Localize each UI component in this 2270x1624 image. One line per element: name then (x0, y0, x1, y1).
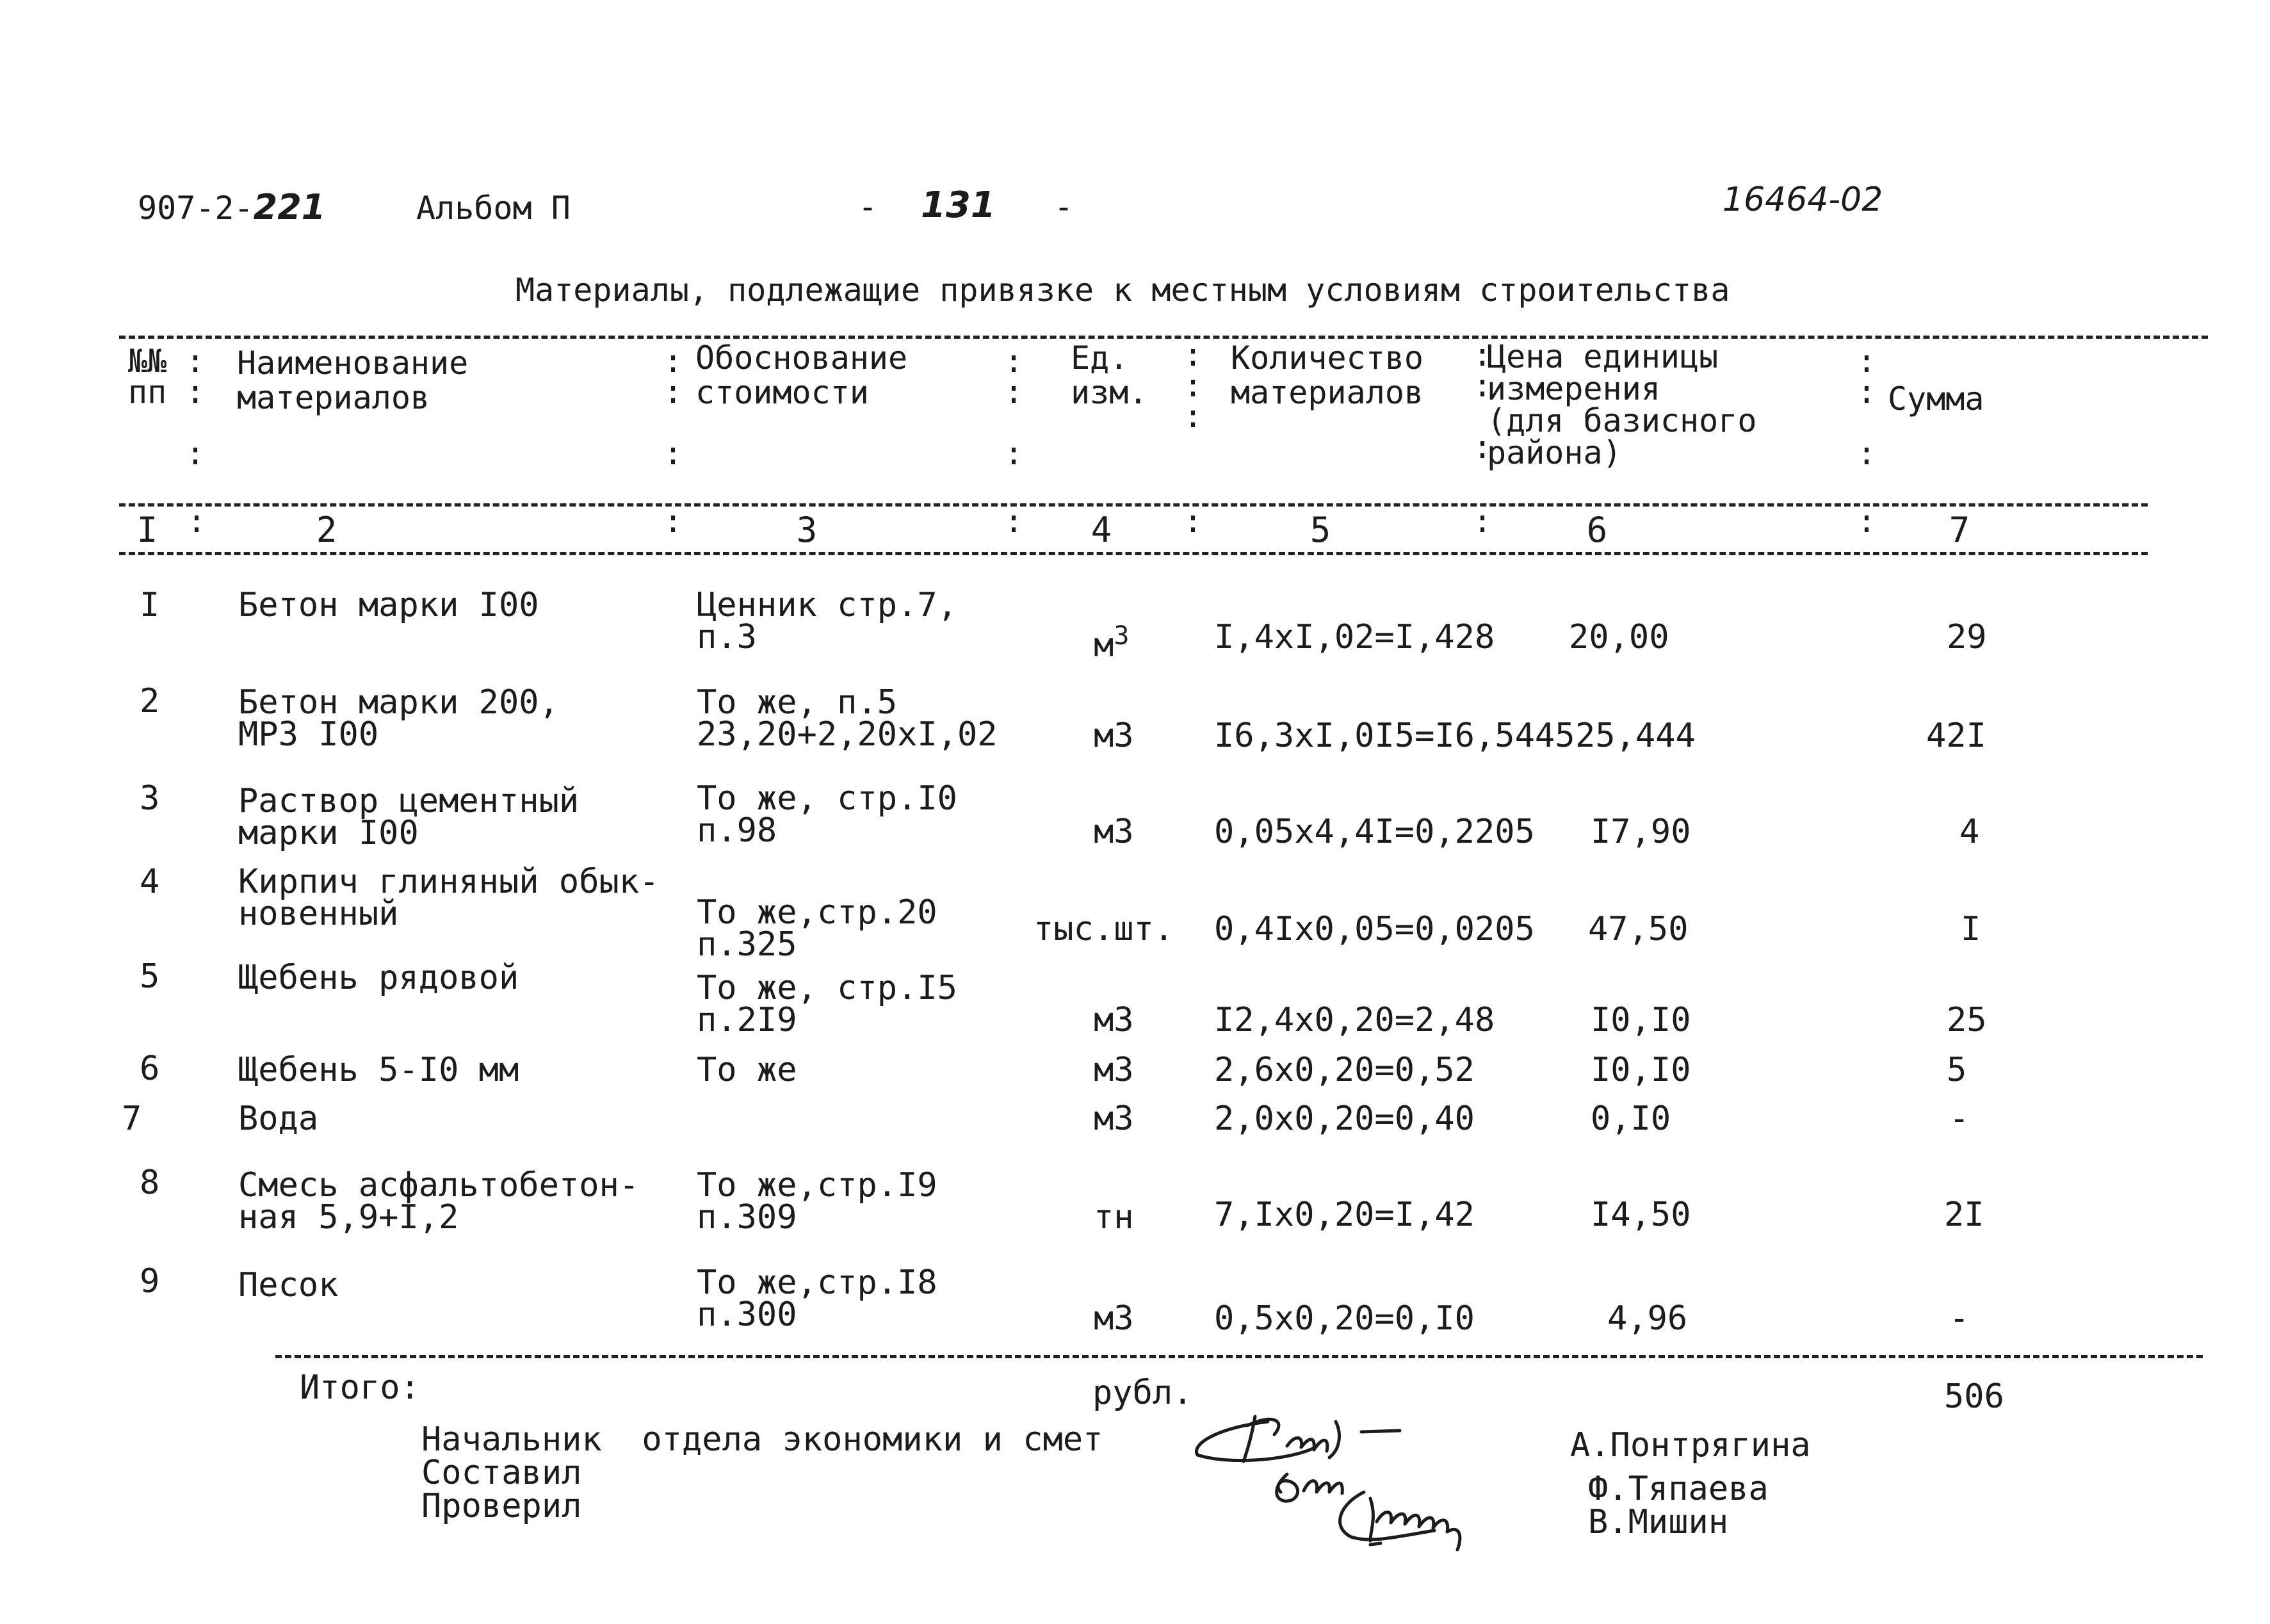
quantity: 7,Ix0,20=I,42 (1214, 1196, 1475, 1234)
unit: м3 (1094, 717, 1134, 755)
material-name: Смесь асфальтобетон- ная 5,9+I,2 (238, 1166, 640, 1237)
row-number: 2 (140, 682, 160, 720)
col-header-name: Наименование материалов (237, 345, 469, 416)
row-sum: 42I (1926, 717, 1986, 755)
doc-code-print: 907-2- (138, 190, 254, 227)
row-number: 5 (140, 957, 160, 996)
cost-basis: То же, стр.I0 п.98 (697, 779, 957, 850)
unit-price: I0,I0 (1591, 1051, 1691, 1089)
row-number: I (140, 586, 160, 624)
column-separator: : (1183, 503, 1203, 540)
column-separator: : (1473, 503, 1493, 540)
total-rule (275, 1355, 2203, 1358)
column-separator: : (663, 503, 683, 540)
page-dash-left: - (858, 188, 878, 225)
total-label: Итого: (300, 1368, 420, 1407)
col-number: 5 (1309, 510, 1331, 550)
column-separator: : (1857, 503, 1877, 540)
row-sum: - (1949, 1299, 1970, 1338)
quantity: 0,05x4,4I=0,2205 (1214, 813, 1535, 851)
unit: м3 (1094, 1051, 1134, 1089)
cost-basis: То же, стр.I5 п.2I9 (697, 969, 957, 1039)
quantity: 2,0x0,20=0,40 (1214, 1100, 1475, 1138)
page-dash-right: - (1054, 188, 1074, 225)
column-separator: : : : (1183, 336, 1203, 435)
page-number: 131 (921, 184, 996, 226)
quantity: 0,5x0,20=0,I0 (1214, 1299, 1475, 1338)
column-numbers-top-rule (119, 503, 2148, 507)
material-name: Песок (238, 1266, 339, 1304)
col-number: 6 (1586, 510, 1608, 550)
material-name: Щебень 5-I0 мм (238, 1051, 519, 1089)
row-sum: 5 (1947, 1051, 1967, 1089)
col-header-basis: Обоснование стоимости (695, 339, 908, 411)
row-sum: 4 (1959, 813, 1980, 851)
inventory-number: 16464-02 (1723, 181, 1883, 219)
material-name: Бетон марки I00 (238, 586, 539, 624)
total-unit: рубл. (1092, 1374, 1193, 1412)
column-separator: : : : (1857, 343, 1877, 472)
cost-basis: Ценник стр.7, п.3 (697, 586, 957, 656)
col-number: I (136, 510, 158, 550)
unit: м3 (1094, 813, 1134, 851)
unit-price: I4,50 (1591, 1196, 1691, 1234)
unit-price: 20,00 (1569, 618, 1669, 656)
material-name: Щебень рядовой (238, 959, 519, 997)
unit: тыс.шт. (1034, 910, 1174, 948)
unit-price: 25,444 (1575, 717, 1696, 755)
col-number: 2 (316, 510, 337, 550)
row-number: 8 (140, 1164, 160, 1202)
row-number: 7 (122, 1100, 142, 1138)
material-name: Кирпич глиняный обык- новенный (238, 863, 660, 933)
unit: $м^3$ (1094, 621, 1130, 665)
row-number: 4 (140, 863, 160, 901)
col-header-number: №№ пп (128, 343, 167, 410)
quantity: I,4xI,02=I,428 (1214, 618, 1495, 656)
cost-basis: То же,стр.I8 п.300 (697, 1263, 937, 1334)
column-separator: : : : (1004, 343, 1024, 472)
material-name: Бетон марки 200, МРЗ I00 (238, 683, 559, 754)
material-name: Раствор цементный марки I00 (238, 782, 580, 852)
row-sum: 25 (1947, 1001, 1987, 1039)
cost-basis: То же (697, 1051, 797, 1089)
unit-price: 47,50 (1588, 910, 1689, 948)
col-number: 7 (1949, 510, 1970, 550)
signatory-name: В.Мишин (1588, 1503, 1729, 1541)
signatory-name: А.Понтрягина (1570, 1426, 1811, 1465)
table-top-rule (119, 336, 2208, 339)
column-separator: : : : (663, 343, 683, 472)
doc-code (138, 187, 325, 227)
unit-price: I0,I0 (1591, 1001, 1691, 1039)
cost-basis: То же, п.5 23,20+2,20xI,02 (697, 683, 998, 754)
cost-basis: То же,стр.20 п.325 (697, 893, 937, 964)
row-sum: 29 (1947, 618, 1987, 656)
signature-roles: Начальник отдела экономики и смет Составил Проверил (421, 1420, 1103, 1525)
unit-price: 0,I0 (1591, 1100, 1671, 1138)
quantity: 2,6x0,20=0,52 (1214, 1051, 1475, 1089)
quantity: 0,4Ix0,05=0,0205 (1214, 910, 1535, 948)
row-number: 9 (140, 1262, 160, 1301)
column-numbers-bottom-rule (119, 552, 2148, 555)
unit: м3 (1094, 1001, 1134, 1039)
table-title: Материалы, подлежащие привязке к местным условиям строительства (515, 272, 1730, 309)
row-sum: 2I (1944, 1196, 1984, 1234)
handwritten-signatures (1178, 1396, 1575, 1563)
row-number: 3 (140, 779, 160, 818)
column-separator: : (1004, 503, 1024, 540)
row-sum: - (1949, 1100, 1970, 1138)
unit: м3 (1094, 1299, 1134, 1338)
quantity: I6,3xI,0I5=I6,5445 (1214, 717, 1575, 755)
unit: тн (1094, 1198, 1134, 1237)
album-label: Альбом П (416, 190, 571, 227)
signatory-name: Ф.Тяпаева (1588, 1470, 1769, 1508)
col-header-sum: Сумма (1888, 380, 1984, 418)
column-separator: : (187, 503, 207, 540)
quantity: I2,4x0,20=2,48 (1214, 1001, 1495, 1039)
unit-price: I7,90 (1591, 813, 1691, 851)
column-separator: : : : (1473, 336, 1493, 466)
col-header-price: Цена единицы измерения (для базисного района) (1487, 338, 1757, 471)
doc-code-handwritten: 221 (253, 187, 326, 227)
col-header-quantity: Количество материалов (1231, 339, 1424, 411)
total-sum: 506 (1944, 1377, 2004, 1416)
col-number: 3 (796, 510, 818, 550)
col-number: 4 (1090, 510, 1112, 550)
column-separator: : : : (186, 343, 206, 472)
unit-price: 4,96 (1607, 1299, 1688, 1338)
row-sum: I (1961, 910, 1981, 948)
cost-basis: То же,стр.I9 п.309 (697, 1166, 937, 1237)
unit-cubic-superscript: 3 (1114, 621, 1130, 651)
material-name: Вода (238, 1100, 319, 1138)
unit: м3 (1094, 1100, 1134, 1138)
row-number: 6 (140, 1050, 160, 1088)
col-header-unit: Ед. изм. (1071, 339, 1148, 411)
